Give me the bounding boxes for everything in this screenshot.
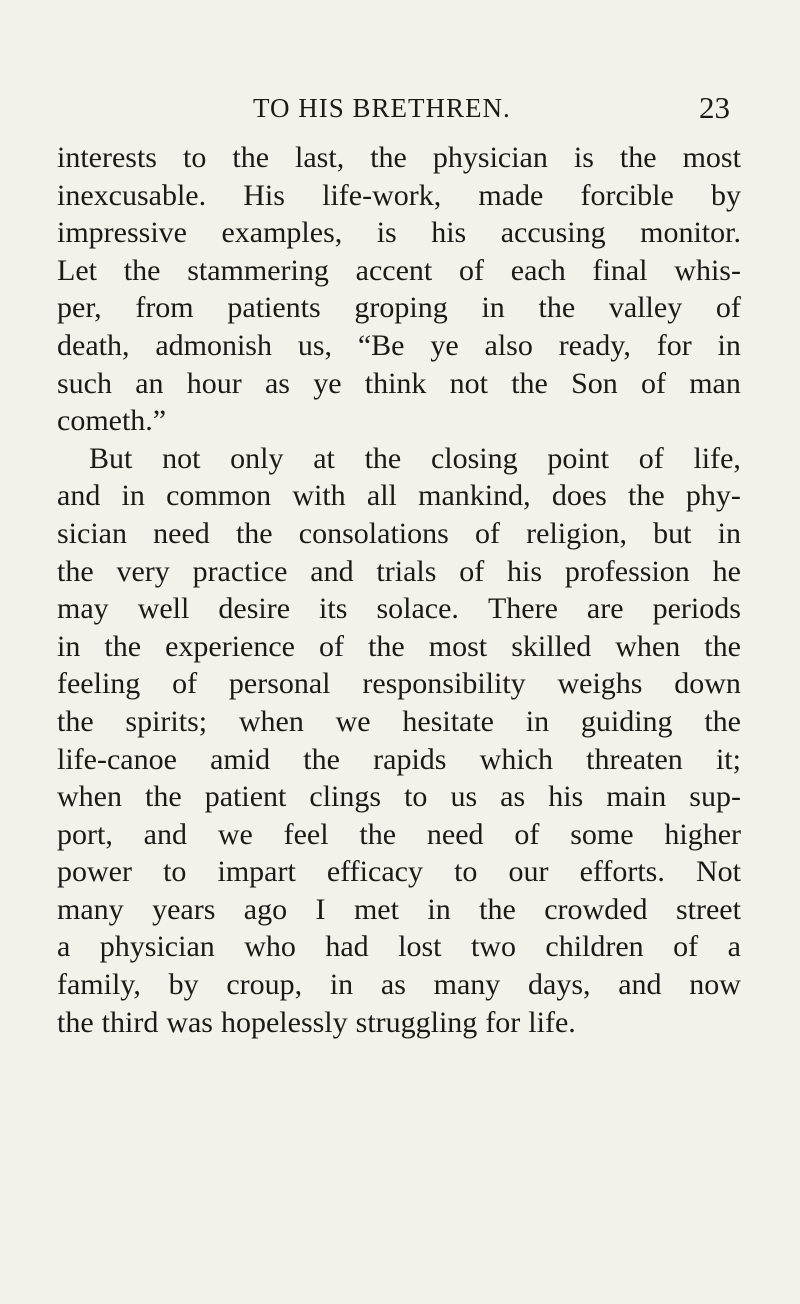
word: experience	[165, 629, 295, 663]
word: power	[57, 855, 132, 889]
word: ago	[243, 892, 288, 926]
word: guiding	[580, 704, 673, 738]
word: some	[570, 817, 634, 851]
word: children	[545, 930, 644, 964]
word: hesitate	[402, 704, 495, 738]
word: the	[145, 780, 182, 814]
word: point	[547, 441, 610, 475]
word: the	[123, 253, 161, 287]
word: to	[183, 141, 207, 174]
word: as	[500, 780, 526, 814]
word: death,	[57, 328, 130, 362]
word: forcible	[580, 178, 674, 212]
word: in	[427, 892, 451, 926]
word: now	[689, 968, 741, 1002]
word: ye	[430, 328, 459, 362]
word: the	[628, 479, 665, 513]
word: of	[459, 253, 485, 287]
word: personal	[228, 667, 331, 701]
word: third	[101, 1005, 159, 1039]
word: valley	[608, 291, 683, 325]
word: monitor.	[640, 216, 741, 250]
word: each	[510, 253, 566, 287]
word: accusing	[500, 216, 606, 250]
word: also	[484, 328, 533, 362]
word: physician	[99, 930, 215, 964]
word: and	[57, 479, 101, 513]
word: very	[116, 554, 170, 588]
word: of	[715, 291, 741, 325]
running-title: TO HIS BRETHREN.	[253, 93, 511, 123]
word: closing	[430, 441, 518, 475]
word: consolations	[298, 516, 449, 550]
word: last,	[295, 141, 345, 174]
word: religion,	[526, 516, 627, 550]
word: life-work,	[322, 178, 442, 212]
word: spirits;	[125, 704, 208, 738]
word: responsibility	[362, 667, 526, 701]
word: hopelessly	[220, 1005, 348, 1039]
word: need	[426, 817, 484, 851]
word: patient	[204, 780, 287, 814]
word: of	[673, 930, 699, 964]
body-text	[57, 139, 741, 1041]
word: per,	[57, 291, 102, 325]
word: and	[143, 817, 187, 851]
word: stammering	[187, 253, 329, 287]
word: main	[606, 780, 667, 814]
word: to	[163, 855, 187, 889]
text-line	[57, 553, 741, 591]
word: the	[104, 629, 142, 663]
word: phy-	[685, 479, 741, 513]
text-line	[57, 139, 741, 177]
word: port,	[57, 817, 113, 851]
word: the	[232, 141, 270, 174]
text-line	[57, 778, 741, 816]
text-line	[57, 365, 741, 403]
text-line	[57, 665, 741, 703]
word: only	[230, 441, 284, 475]
word: common	[166, 479, 272, 513]
word: crowded	[544, 892, 648, 926]
word: he	[712, 554, 741, 588]
word: made	[478, 178, 544, 212]
word: at	[313, 441, 335, 475]
word: with	[292, 479, 346, 513]
word: trials	[376, 554, 437, 588]
text-line	[57, 590, 741, 628]
text-line	[57, 327, 741, 365]
word: accent	[355, 253, 433, 287]
word: our	[508, 855, 549, 889]
word: the	[303, 742, 340, 776]
word: of	[640, 366, 666, 400]
word: There	[487, 592, 558, 626]
word: well	[137, 592, 190, 626]
word: desire	[218, 592, 291, 626]
word: whis-	[674, 253, 741, 287]
word: many	[433, 968, 501, 1002]
word: to	[404, 780, 428, 814]
word: the	[370, 141, 407, 174]
word: Not	[695, 855, 741, 889]
word: when	[238, 704, 304, 738]
word: we	[335, 704, 371, 738]
word: the	[359, 817, 397, 851]
word: efficacy	[326, 855, 423, 889]
word: all	[366, 479, 397, 513]
word: in	[481, 291, 505, 325]
word: days,	[528, 968, 591, 1002]
word: practice	[192, 554, 288, 588]
word: the	[704, 629, 741, 663]
word: sup-	[689, 780, 741, 814]
word: of	[474, 516, 500, 550]
word: had	[325, 930, 369, 964]
word: His	[243, 178, 285, 212]
word: of	[319, 629, 345, 663]
text-line	[57, 515, 741, 553]
word: of	[638, 441, 664, 475]
word: man	[689, 366, 741, 400]
word: ready,	[558, 328, 631, 362]
word: physician	[432, 141, 548, 174]
word: in	[717, 516, 741, 550]
text-line	[57, 289, 741, 327]
word: for	[485, 1005, 521, 1039]
word: of	[514, 817, 540, 851]
word: not	[449, 366, 488, 400]
word: Son	[571, 366, 618, 400]
word: lost	[398, 930, 442, 964]
word: most	[428, 629, 488, 663]
word: ye	[313, 366, 342, 400]
word: patients	[227, 291, 321, 325]
word: are	[586, 592, 624, 626]
word: croup,	[226, 968, 303, 1002]
word: sician	[57, 516, 127, 550]
word: is	[573, 141, 594, 174]
word: its	[319, 592, 348, 626]
word: the	[511, 366, 548, 400]
word: life.	[528, 1005, 576, 1039]
word: interests	[57, 141, 157, 174]
word: which	[479, 742, 553, 776]
text-line	[57, 1004, 741, 1042]
word: street	[675, 892, 741, 926]
word: his	[431, 216, 467, 250]
word: in	[121, 479, 145, 513]
word: amid	[210, 742, 271, 776]
word: most	[682, 141, 741, 174]
word: struggling	[355, 1005, 478, 1039]
page-number: 23	[699, 90, 730, 125]
word: the	[57, 704, 94, 738]
word: down	[674, 667, 741, 701]
running-head	[0, 88, 800, 128]
word: the	[704, 704, 741, 738]
word: we	[217, 817, 253, 851]
word: efforts.	[579, 855, 665, 889]
word: of	[459, 554, 485, 588]
word: was	[166, 1005, 213, 1039]
word: may	[57, 592, 109, 626]
word: in	[717, 328, 741, 362]
word: feeling	[57, 667, 141, 701]
word: to	[454, 855, 478, 889]
word: the	[619, 141, 657, 174]
text-line	[57, 703, 741, 741]
word: examples,	[221, 216, 343, 250]
word: skilled	[511, 629, 592, 663]
word: his	[507, 554, 543, 588]
word: final	[592, 253, 648, 287]
word: does	[551, 479, 607, 513]
word: the	[538, 291, 576, 325]
word: the	[235, 516, 273, 550]
word: I	[315, 892, 326, 926]
text-line	[57, 252, 741, 290]
word: two	[470, 930, 516, 964]
text-line	[57, 966, 741, 1004]
word: the	[57, 554, 94, 588]
word: as	[380, 968, 406, 1002]
word: admonish	[155, 328, 272, 362]
word: rapids	[373, 742, 447, 776]
word: his	[548, 780, 584, 814]
word: mankind,	[418, 479, 531, 513]
word: periods	[652, 592, 741, 626]
word: by	[710, 178, 741, 212]
word: in	[57, 629, 81, 663]
word: weighs	[557, 667, 643, 701]
text-line	[57, 891, 741, 929]
word: feel	[283, 817, 329, 851]
word: it;	[715, 742, 741, 776]
paragraph-start-line	[57, 440, 741, 478]
word: Let	[57, 253, 97, 287]
word: higher	[664, 817, 741, 851]
word: in	[329, 968, 354, 1002]
word: us,	[297, 328, 333, 362]
word: cometh.”	[57, 404, 167, 438]
word: hour	[186, 366, 242, 400]
text-line	[57, 741, 741, 779]
word: as	[264, 366, 290, 400]
text-line	[57, 402, 741, 440]
word: in	[525, 704, 550, 738]
word: from	[135, 291, 194, 325]
word: for	[656, 328, 692, 362]
word: who	[244, 930, 296, 964]
word: profession	[564, 554, 690, 588]
text-line	[57, 853, 741, 891]
word: by	[168, 968, 199, 1002]
text-line	[57, 816, 741, 854]
word: impressive	[57, 216, 187, 250]
word: inexcusable.	[57, 178, 207, 212]
word: a	[727, 930, 741, 964]
word: and	[618, 968, 662, 1002]
word: solace.	[376, 592, 459, 626]
word: life,	[693, 441, 741, 475]
word: think	[364, 366, 427, 400]
word: the	[479, 892, 516, 926]
word: such	[57, 366, 112, 400]
word: groping	[354, 291, 448, 325]
text-line	[57, 177, 741, 215]
word: when	[615, 629, 681, 663]
text-line	[57, 214, 741, 252]
word: the	[368, 629, 405, 663]
word: “Be	[357, 328, 405, 362]
word: family,	[57, 968, 141, 1002]
word: a	[57, 930, 71, 964]
word: clings	[309, 780, 382, 814]
word: need	[153, 516, 210, 550]
word: met	[353, 892, 399, 926]
word: when	[57, 780, 122, 814]
word: but	[653, 516, 692, 550]
word: the	[364, 441, 402, 475]
word: the	[57, 1005, 94, 1039]
word: threaten	[586, 742, 683, 776]
text-line	[57, 628, 741, 666]
word: of	[172, 667, 198, 701]
word: and	[310, 554, 354, 588]
word: us	[450, 780, 478, 814]
word: many	[57, 892, 124, 926]
word: is	[376, 216, 397, 250]
word: years	[152, 892, 216, 926]
text-line	[57, 928, 741, 966]
text-line	[57, 477, 741, 515]
word: impart	[217, 855, 296, 889]
word: life-canoe	[57, 742, 177, 776]
word: not	[162, 441, 201, 475]
word: an	[135, 366, 164, 400]
word: But	[89, 441, 133, 475]
